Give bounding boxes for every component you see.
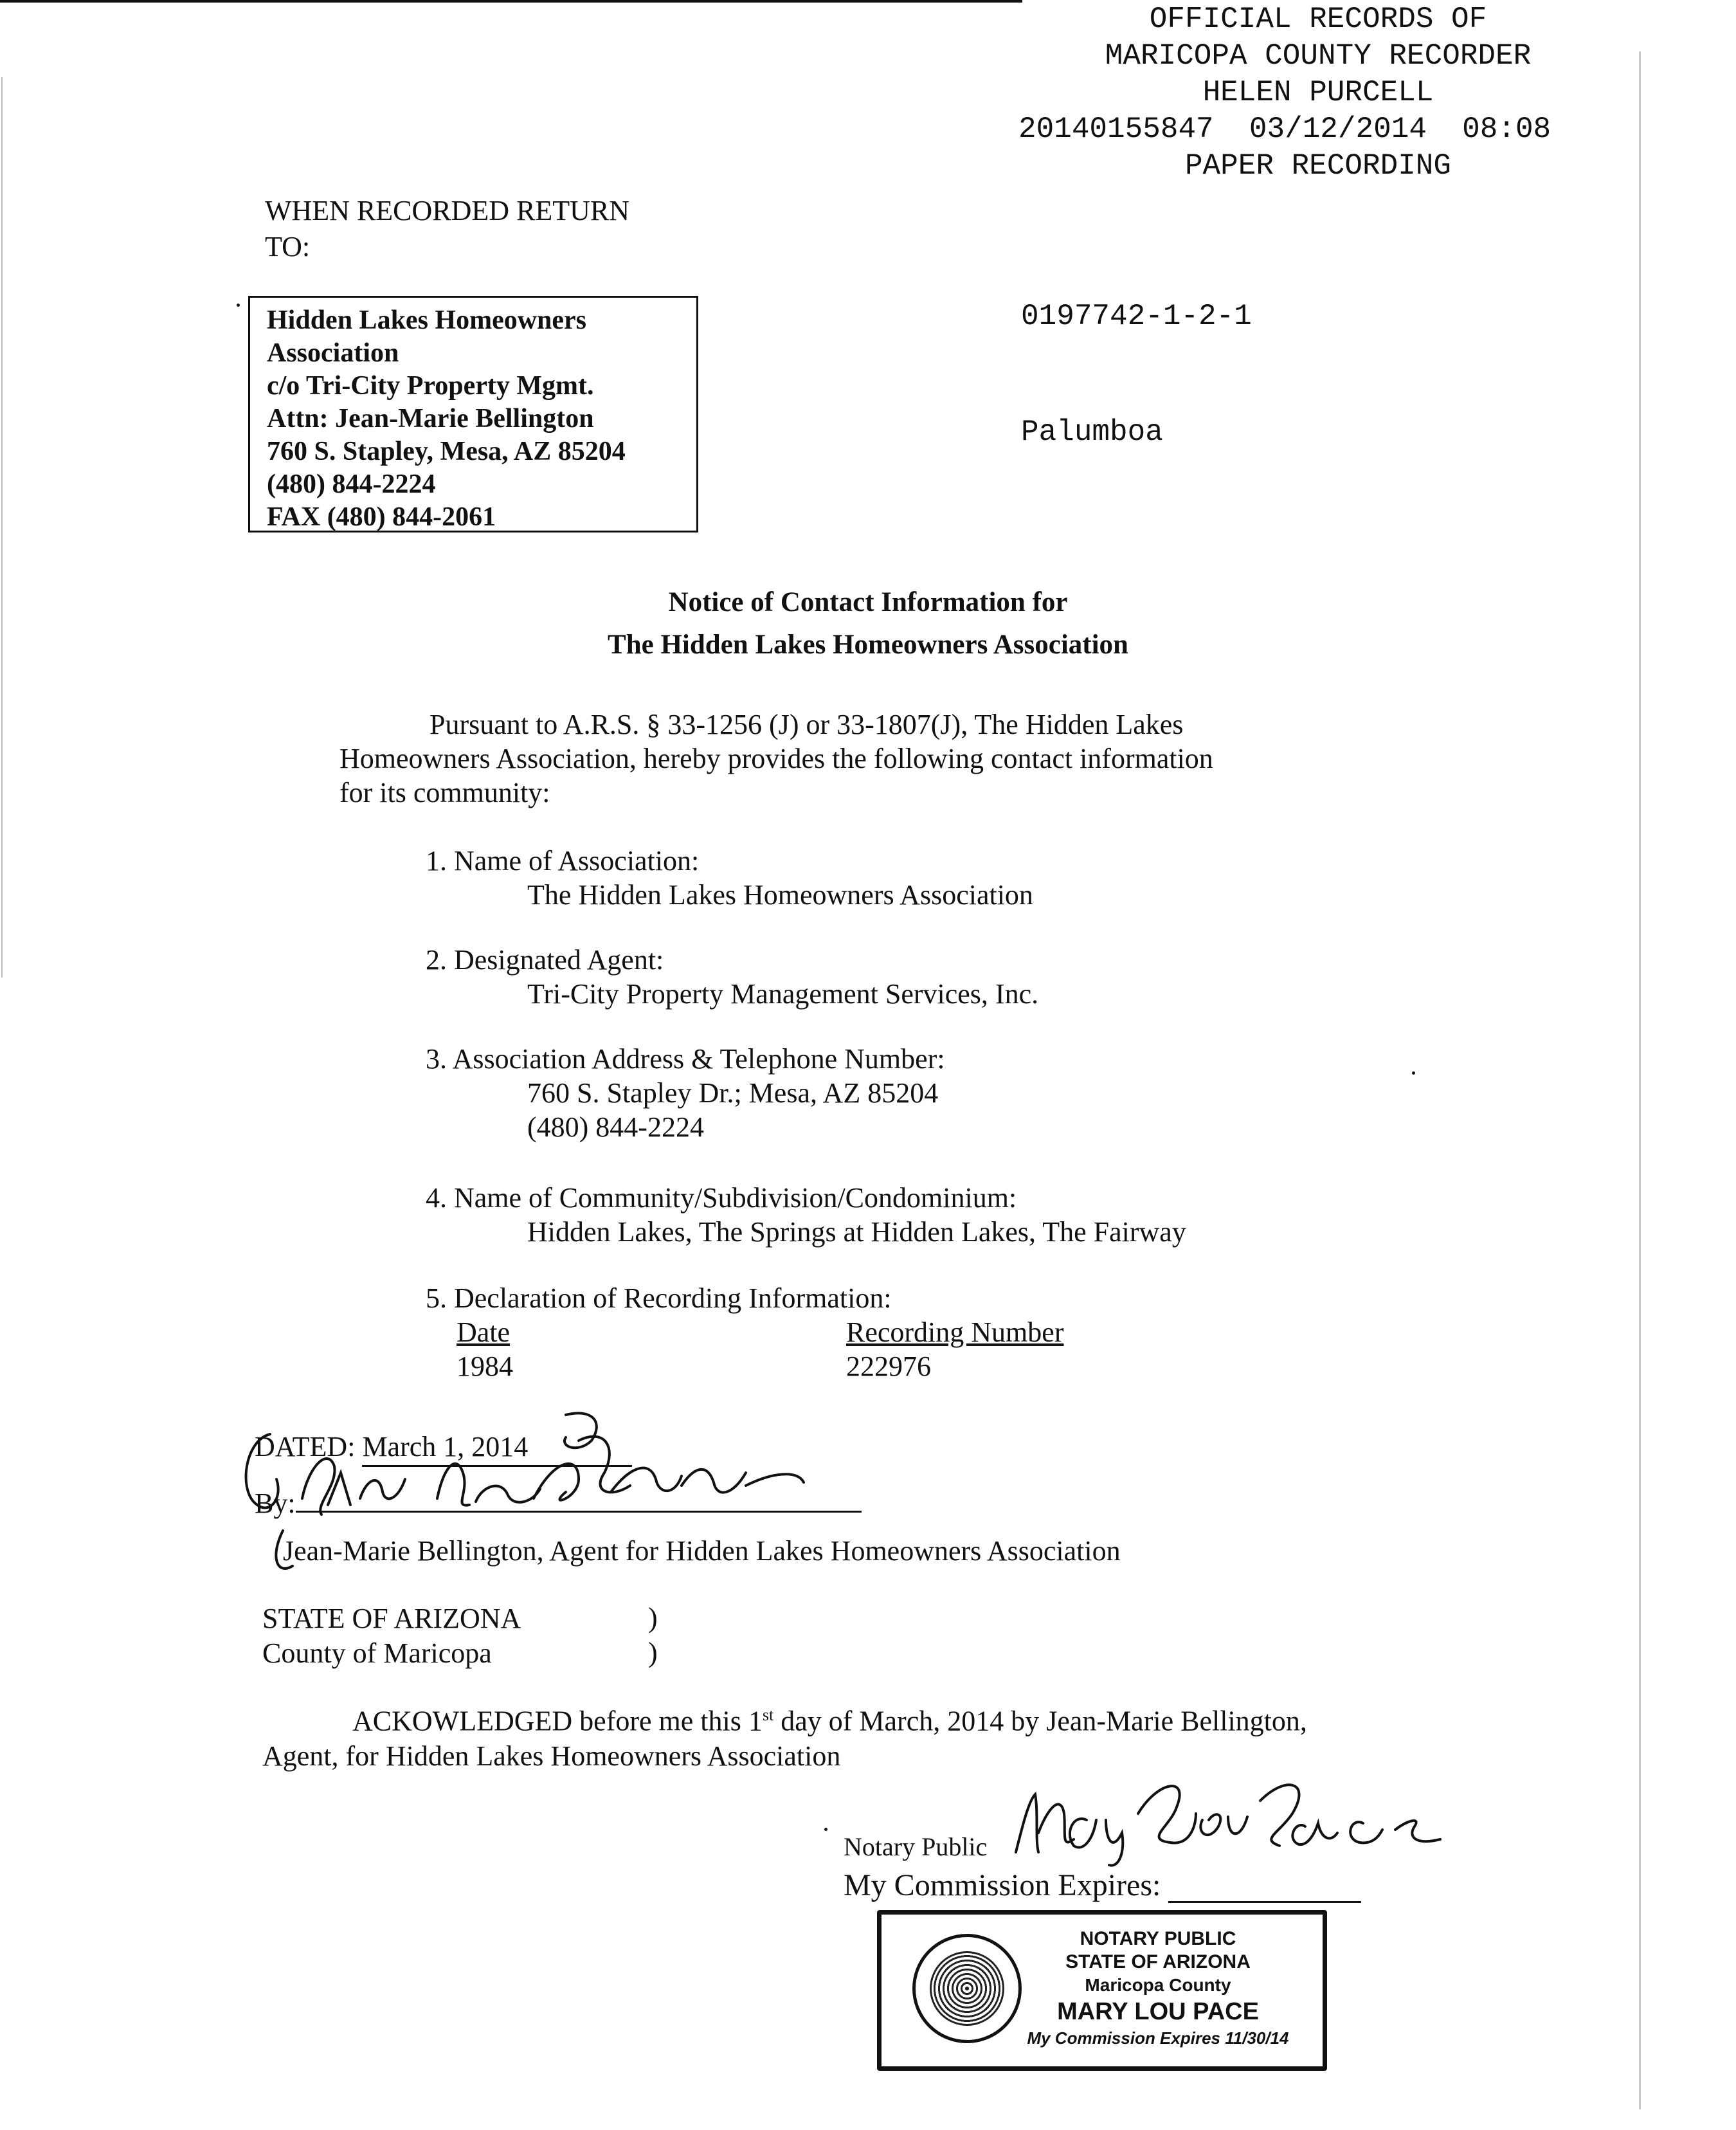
item-1-value: The Hidden Lakes Homeowners Association [527,879,1033,911]
commission-row [844,1868,1361,1903]
title-line-2: The Hidden Lakes Homeowners Association [608,630,1128,660]
recorder-line-3: HELEN PURCELL [1202,76,1434,109]
record-date: 03/12/2014 [1249,113,1427,146]
item-2-label: 2. Designated Agent: [426,944,664,976]
item-1-label: 1. Name of Association: [426,845,700,877]
return-address-box [248,296,698,532]
record-number: 20140155847 [1018,113,1214,146]
intro-line-2: Homeowners Association, hereby provides the following contact information [339,743,1213,774]
document-title [0,581,1736,666]
dated-value: March 1, 2014 [362,1429,632,1467]
decl-recnum: 222976 [846,1351,931,1382]
scan-speck [1412,1071,1415,1075]
venue-county: County of Maricopa [262,1637,492,1669]
seal-line-1: NOTARY PUBLIC [1080,1928,1236,1949]
venue-paren: ) [648,1637,658,1668]
recorder-stamp [1003,1,1633,185]
seal-line-2: STATE OF ARIZONA [1065,1951,1251,1972]
item-2 [426,943,1454,1011]
item-3-label: 3. Association Address & Telephone Number: [426,1043,945,1075]
scan-speck [824,1828,827,1831]
item-5-label: 5. Declaration of Recording Information: [426,1282,892,1314]
decl-date-header: Date [457,1316,511,1348]
address-line: 760 S. Stapley, Mesa, AZ 85204 [267,437,626,466]
venue-state: STATE OF ARIZONA [262,1603,521,1634]
seal-text [991,1927,1325,2050]
notary-signature-text: Mary Lou Pace [1003,1747,1067,1758]
record-time: 08:08 [1462,113,1551,146]
recorder-line-2: MARICOPA COUNTY RECORDER [1105,39,1532,73]
item-5 [426,1281,1454,1315]
item-3 [426,1042,1454,1144]
recorder-line-5: PAPER RECORDING [1184,149,1452,183]
address-line: Association [267,338,399,368]
item-3-phone: (480) 844-2224 [527,1111,704,1143]
ack-ordinal: st [762,1706,774,1724]
seal-line-3: Maricopa County [1085,1975,1231,1995]
ack-text: ACKOWLEDGED before me this 1 [352,1705,763,1737]
venue-block [262,1601,712,1671]
item-1 [426,844,1454,912]
title-line-1: Notice of Contact Information for [668,587,1068,617]
notary-seal [877,1910,1327,2071]
ack-line-2: Agent, for Hidden Lakes Homeowners Association [262,1740,841,1772]
recorder-record-row [1003,111,1633,148]
decl-recnum-header: Recording Number [846,1316,1064,1348]
intro-line-1: Pursuant to A.R.S. § 33-1256 (J) or 33-1807(J), The Hidden Lakes [429,709,1184,740]
intro-line-3: for its community: [339,777,550,808]
seal-line-5: My Commission Expires 11/30/14 [1027,2028,1289,2048]
agent-signature-text: Jean Marie Bellington [231,1394,323,1405]
item-2-value: Tri-City Property Management Services, Inc. [527,978,1039,1010]
return-to-heading [265,193,629,265]
notary-label: Notary Public [844,1832,988,1861]
decl-date: 1984 [457,1351,513,1382]
ack-text: day of March, 2014 by Jean-Marie Bellington, [773,1705,1307,1737]
commission-line [1168,1875,1361,1903]
document-id-block [1021,220,1252,490]
item-4 [426,1181,1454,1249]
item-4-label: 4. Name of Community/Subdivision/Condominium: [426,1182,1017,1214]
address-line: (480) 844-2224 [267,469,436,499]
intro-paragraph [339,707,1304,810]
scan-edge-right [1639,51,1641,2109]
return-to-line-1: WHEN RECORDED RETURN [265,195,630,226]
clerk-name: Palumboa [1021,415,1163,449]
recorder-line-1: OFFICIAL RECORDS OF [1149,3,1487,36]
top-scan-rule [0,0,1022,3]
commission-label: My Commission Expires: [844,1868,1161,1902]
address-line: c/o Tri-City Property Mgmt. [267,371,594,401]
address-line: Attn: Jean-Marie Bellington [267,404,594,433]
seal-line-4: MARY LOU PACE [1057,1998,1259,2025]
return-to-line-2: TO: [265,231,311,262]
item-4-value: Hidden Lakes, The Springs at Hidden Lakes, The Fairway [527,1216,1186,1248]
item-3-address: 760 S. Stapley Dr.; Mesa, AZ 85204 [527,1077,939,1109]
signer-name: Jean-Marie Bellington, Agent for Hidden Lakes Homeowners Association [283,1535,1121,1567]
address-line: Hidden Lakes Homeowners [267,305,587,335]
notary-signature [1003,1747,1505,1871]
venue-paren: ) [648,1602,658,1634]
scan-edge-left [1,77,3,978]
ack-line-1 [262,1698,1420,1739]
address-line: FAX (480) 844-2061 [267,502,496,532]
doc-id: 0197742-1-2-1 [1021,300,1252,333]
by-label: By: [255,1488,296,1519]
scan-speck [237,304,240,307]
dated-label: DATED: [255,1431,356,1462]
